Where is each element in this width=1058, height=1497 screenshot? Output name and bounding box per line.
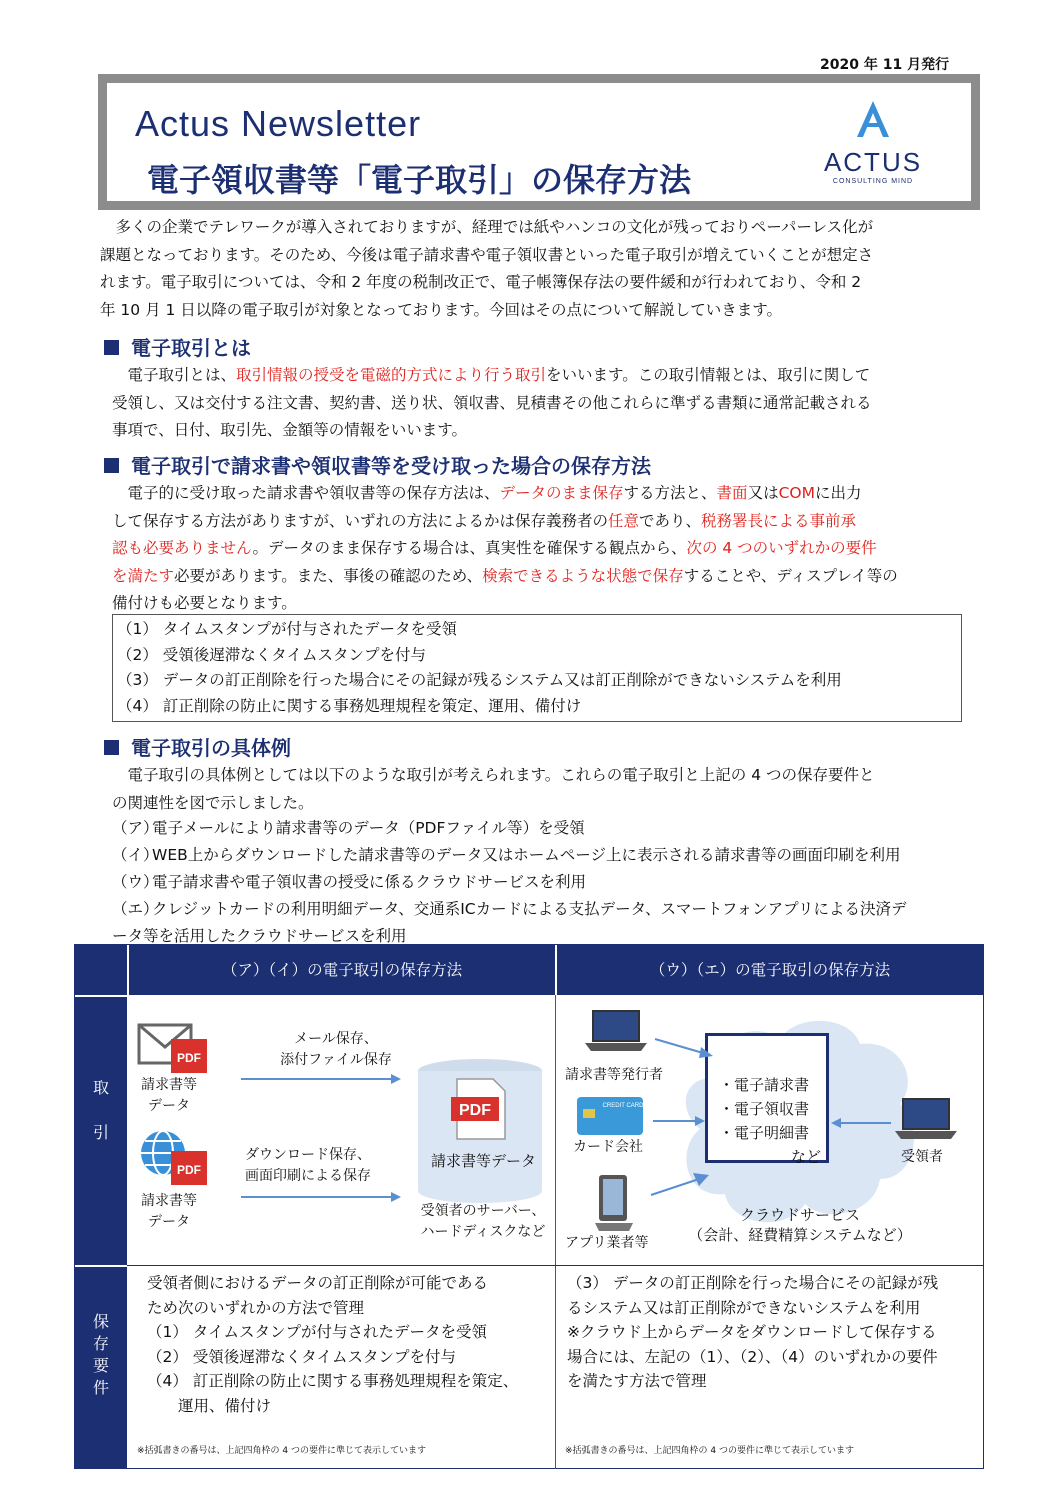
requirement-text-b: （3） データの訂正削除を行った場合にその記録が残 るシステム又は訂正削除ができないシステムを利用 ※クラウド上からデータをダウンロードして保存する 場合には、左記の（1）、（2）、（4）のいずれかの要件 を満たす方法で管理 [567,1274,939,1390]
actus-logo [813,99,933,189]
diagram-row-divider [127,1265,983,1266]
highlight-text: 取引情報の授受を電磁的方式により行う取引 [236,366,547,384]
section-heading-text: 電子取引で請求書や領収書等を受け取った場合の保存方法 [131,454,651,478]
arrow-up-right-icon [649,1171,709,1197]
section2-paragraph [112,480,972,618]
section-heading-denshi-torihiki [104,332,251,361]
arrow-right-icon [241,1191,401,1203]
arrow-left-icon [831,1117,891,1129]
actus-logo-mark-icon [853,99,893,139]
logo-tagline: CONSULTING MIND [832,178,914,185]
email-pdf-icon [137,1019,211,1075]
smartphone-terminal-icon [591,1173,637,1233]
arrow-down-right-icon [653,1037,713,1059]
intro-line: 多くの企業でテレワークが導入されておりますが、経理では紙やハンコの文化が残っておりペーパーレス化が [100,218,874,236]
storage-method-diagram [74,944,984,1469]
invoice-data-label-1: 請求書等 データ [141,1077,197,1114]
row-label-transaction: 取 引 [75,997,127,1265]
section2-line: 電子的に受け取った請求書や領収書等の保存方法は、データのまま保存する方法と、書面又はCOMに出力 [112,484,862,502]
storage-label: 請求書等データ [431,1152,537,1170]
list-item: （エ）クレジットカードの利用明細データ、交通系ICカードによる支払データ、スマートフォンアプリによる決済デ [112,900,907,918]
section3-line: 電子取引の具体例としては以下のような取引が考えられます。これらの電子取引と上記の 4 つの保存要件と [112,766,875,784]
arrow-right-icon [241,1073,401,1085]
arrow-label-download: ダウンロード保存、 画面印刷による保存 [245,1147,371,1184]
requirement-item: （3） データの訂正削除を行った場合にその記録が残るシステム又は訂正削除ができないシステムを利用 [117,671,842,689]
cloud-service-label: クラウドサービス [739,1206,860,1224]
credit-card-icon [575,1095,645,1137]
globe-pdf-icon [137,1127,211,1187]
section1-line: 受領し、又は交付する注文書、契約書、送り状、領収書、見積書その他これらに準ずる書類に通常記載される [112,393,872,412]
arrow-right-icon [653,1115,705,1127]
list-item: （ウ）電子請求書や電子領収書の授受に係るクラウドサービスを利用 [112,873,587,891]
section2-line: を満たす必要があります。また、事後の確認のため、検索できるような状態で保存することや、ディスプレイ等の [112,566,898,585]
storage-cylinder-icon [415,1057,545,1207]
list-item-continuation: ータ等を活用したクラウドサービスを利用 [112,927,407,945]
requirement-text-a: 受領者側におけるデータの訂正削除が可能である ため次のいずれかの方法で管理 （1） タイムスタンプが付与されたデータを受領 （2） 受領後遅滞なくタイムスタンプを付与 （4） 訂正削除の防止に関する事務処理規程を策定、 運用、備付け [147,1274,519,1415]
receiver-label: 受領者 [901,1149,943,1165]
svg-text:PDF: PDF [177,1051,201,1065]
card-company-label: カード会社 [573,1139,643,1155]
section1-paragraph [112,362,972,445]
intro-line: 年 10 月 1 日以降の電子取引が対象となっております。今回はその点について解説していきます。 [100,300,783,319]
app-vendor-label: アプリ業者等 [565,1235,649,1251]
svg-text:PDF: PDF [459,1102,491,1119]
example-list [112,815,972,950]
list-item: （イ）WEB上からダウンロードした請求書等のデータ又はホームページ上に表示される請求書等の画面印刷を利用 [112,846,901,864]
arrow-label-mail: メール保存、 添付ファイル保存 [280,1031,392,1068]
intro-line: 課題となっております。そのため、今後は電子請求書や電子領収書といった電子取引が増えていくことが想定さ [100,245,874,264]
section-heading-examples [104,732,291,761]
section2-line: 認も必要ありません。データのまま保存する場合は、真実性を確保する観点から、次の 4 つのいずれかの要件 [112,539,877,557]
section-heading-text: 電子取引の具体例 [131,736,291,760]
square-bullet-icon [104,458,119,473]
section1-line: 電子取引とは、取引情報の授受を電磁的方式により行う取引をいいます。この取引情報とは、取引に関して [112,366,871,384]
newsletter-title: Actus Newsletter [135,103,422,144]
section1-line: 事項で、日付、取引先、金額等の情報をいいます。 [112,421,467,439]
diagram-header [75,945,983,995]
requirement-item: （2） 受領後遅滞なくタイムスタンプを付与 [117,645,426,664]
diagram-header-col-a: （ア）（イ）の電子取引の保存方法 [127,945,555,995]
square-bullet-icon [104,340,119,355]
footnote-b: ※括弧書きの番号は、上記四角枠の 4 つの要件に準じて表示しています [565,1446,854,1456]
list-item: （ア）電子メールにより請求書等のデータ（PDFファイル等）を受領 [112,819,585,837]
svg-text:PDF: PDF [177,1163,201,1177]
section2-line: して保存する方法がありますが、いずれの方法によるかは保存義務者の任意であり、税務署長による事前承 [112,511,857,530]
row-label-requirement: 保 存 要 件 [75,1267,127,1469]
laptop-icon [891,1097,961,1141]
logo-name: ACTUS [823,147,923,177]
issue-date: 2020 年 11 月発行 [820,57,950,73]
square-bullet-icon [104,740,119,755]
intro-line: れます。電子取引については、令和 2 年度の税制改正で、電子帳簿保存法の要件緩和が行われており、令和 2 [100,273,862,291]
invoice-data-label-2: 請求書等 データ [141,1193,197,1230]
section3-paragraph [112,762,972,817]
section2-line: 備付けも必要となります。 [112,594,297,612]
header-box [98,74,980,210]
requirement-item: （4） 訂正削除の防止に関する事務処理規程を策定、運用、備付け [117,696,582,715]
intro-paragraph [100,214,980,324]
cloud-items: ・電子請求書 ・電子領収書 ・電子明細書 など [719,1076,822,1166]
section-heading-text: 電子取引とは [131,336,251,360]
section-heading-storage-method [104,450,651,479]
cloud-service-sub: （会計、経費精算システムなど） [688,1226,912,1244]
section3-line: の関連性を図で示しました。 [112,793,314,812]
requirement-item: （1） タイムスタンプが付与されたデータを受領 [117,620,457,638]
diagram-header-col-b: （ウ）（エ）の電子取引の保存方法 [555,945,983,995]
svg-text:CREDIT CARD: CREDIT CARD [602,1103,644,1109]
requirements-box [112,614,962,722]
footnote-a: ※括弧書きの番号は、上記四角枠の 4 つの要件に準じて表示しています [137,1446,426,1456]
newsletter-subtitle: 電子領収書等「電子取引」の保存方法 [147,161,692,199]
issuer-label: 請求書等発行者 [565,1067,663,1083]
diagram-column-divider [555,995,556,1469]
laptop-icon [581,1009,651,1053]
server-label: 受領者のサーバー、 ハードディスクなど [420,1203,546,1240]
